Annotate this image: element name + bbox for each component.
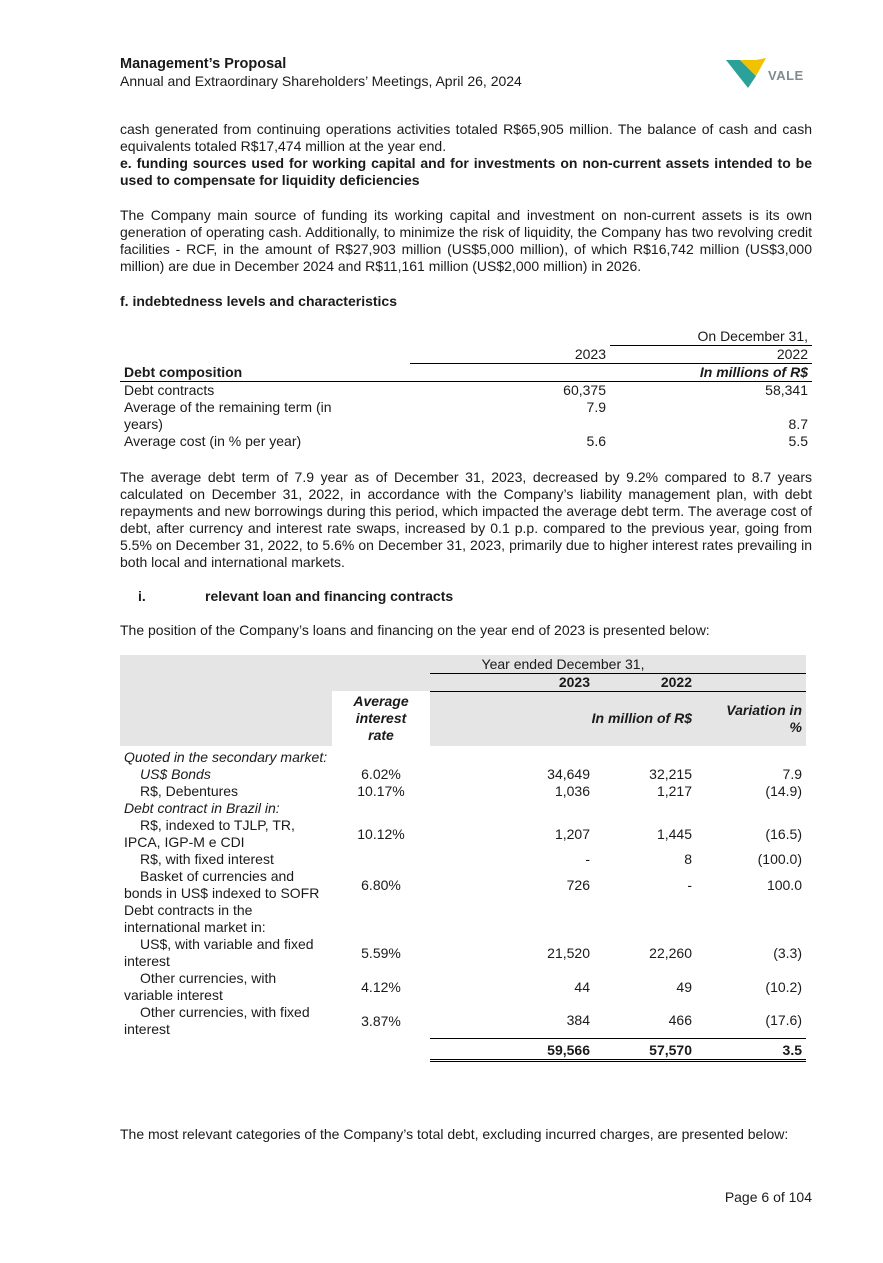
page-header — [120, 56, 820, 90]
table-row — [120, 433, 812, 450]
paragraph-funding: The Company main source of funding its working capital and investment on non-current assets is its own generation of operating cash. Additionally, to minimize the risk of liquidity, the Company has two revolving credit facilities - RCF, in the amount of R$27,903 million (US$5,000 million), of which R$16,742 million (US$3,000 million) are due in December 2024 and R$11,161 million (US$2,000 million) in 2026. — [120, 207, 812, 274]
value-2022: 49 — [676, 978, 692, 995]
row-label: Average cost (in % per year) — [124, 432, 302, 449]
section-international: Debt contracts in the international market in: — [124, 902, 266, 935]
header-year-2023: 2023 — [410, 345, 610, 363]
row-label: Other currencies, with variable interest — [124, 970, 277, 1003]
value-2022: 1,445 — [656, 825, 692, 842]
row-label: US$ Bonds — [140, 766, 211, 782]
value-2023: 5.6 — [586, 432, 606, 449]
vale-logo — [726, 54, 816, 90]
interest-rate: 10.12% — [357, 825, 405, 842]
paragraph-cash: cash generated from continuing operations activities totaled R$65,905 million. The balance of cash and cash equivalents totaled R$17,474 million at the year end. — [120, 121, 812, 154]
total-2022: 57,570 — [602, 1038, 696, 1060]
value-2023: 1,207 — [554, 825, 590, 842]
table-row — [120, 970, 806, 1004]
interest-rate: 5.59% — [361, 944, 401, 961]
value-2023: 7.9 — [586, 398, 606, 415]
row-label: Basket of currencies and bonds in US$ indexed to SOFR — [124, 868, 320, 901]
value-2023: 726 — [566, 876, 590, 893]
value-2022: 8.7 — [788, 415, 808, 432]
value-2023: 1,036 — [554, 783, 590, 799]
header-average-interest-rate: Average interest rate — [332, 691, 430, 746]
table-row — [120, 851, 806, 868]
debt-composition-header: Debt composition — [120, 363, 410, 381]
unit-label: In millions of R$ — [610, 363, 812, 381]
row-label: Other currencies, with fixed interest — [124, 1004, 310, 1037]
value-2023: 21,520 — [547, 944, 590, 961]
heading-i-number: i. — [138, 588, 146, 604]
interest-rate: 6.80% — [361, 876, 401, 893]
value-2022: 466 — [668, 1012, 692, 1029]
paragraph-debt-term: The average debt term of 7.9 year as of December 31, 2023, decreased by 9.2% compared to 8.7 years calculated on December 31, 2022, in accordance with the Company’s liability management plan, with debt repayments and new borrowings during this period, which impacted the average debt term. The average cost of debt, after currency and interest rate swaps, increased by 0.1 p.p. compared to the previous year, going from 5.5% on December 31, 2022, to 5.6% on December 31, 2023, primarily due to higher interest rates prevailing in both local and international markets. — [120, 469, 812, 570]
variation: (3.3) — [773, 944, 802, 961]
row-label: Debt contracts — [124, 381, 215, 398]
value-2023: 384 — [566, 1012, 590, 1029]
table-row — [120, 1004, 806, 1038]
section-brazil: Debt contract in Brazil in: — [124, 800, 280, 816]
value-2022: 5.5 — [788, 432, 808, 449]
value-2022: 22,260 — [649, 944, 692, 961]
table-row — [120, 868, 806, 902]
table-row — [120, 936, 806, 970]
value-2023: 44 — [574, 978, 590, 995]
heading-f: f. indebtedness levels and characteristics — [120, 293, 398, 309]
row-label: US$, with variable and fixed interest — [124, 936, 314, 969]
header-variation: Variation in % — [696, 691, 806, 746]
header-year-2023: 2023 — [430, 673, 602, 691]
value-2023: - — [585, 851, 590, 867]
value-2022: 58,341 — [765, 381, 808, 398]
interest-rate — [332, 851, 430, 868]
interest-rate: 4.12% — [361, 978, 401, 995]
value-2022: 32,215 — [649, 766, 692, 782]
header-year-2022: 2022 — [610, 345, 812, 363]
heading-e: e. funding sources used for working capital and for investments on non-current assets intended to be used to compensate for liquidity deficiencies — [120, 155, 812, 188]
table-row — [120, 783, 806, 800]
paragraph-categories: The most relevant categories of the Company’s total debt, excluding incurred charges, are presented below: — [120, 1126, 789, 1142]
value-2023: 60,375 — [563, 381, 606, 398]
interest-rate: 10.17% — [357, 783, 405, 799]
value-2022: 8 — [684, 851, 692, 867]
table-row — [120, 399, 812, 433]
heading-i: relevant loan and financing contracts — [205, 588, 454, 604]
value-2022: 1,217 — [656, 783, 692, 799]
row-label: R$, indexed to TJLP, TR, IPCA, IGP-M e CDI — [124, 817, 295, 850]
total-2023: 59,566 — [430, 1038, 602, 1060]
total-row — [120, 1038, 806, 1060]
page-number: Page 6 of 104 — [724, 1189, 812, 1205]
header-title: Management’s Proposal — [120, 56, 287, 72]
interest-rate: 6.02% — [361, 766, 401, 782]
row-label: R$, Debentures — [140, 783, 239, 799]
header-year-2022: 2022 — [602, 673, 696, 691]
header-on-december: On December 31, — [610, 327, 812, 345]
row-label: R$, with fixed interest — [140, 851, 274, 867]
vale-logo-text: VALE — [768, 68, 804, 83]
section-quoted: Quoted in the secondary market: — [124, 749, 328, 765]
interest-rate: 3.87% — [361, 1012, 401, 1029]
variation: (17.6) — [765, 1012, 802, 1029]
value-2022: - — [687, 876, 692, 893]
variation: (10.2) — [765, 978, 802, 995]
table-row — [120, 381, 812, 399]
total-variation: 3.5 — [696, 1038, 806, 1060]
loans-financing-table — [120, 655, 806, 1062]
debt-composition-table — [120, 327, 812, 450]
table-row — [120, 766, 806, 783]
variation: 100.0 — [766, 876, 802, 893]
header-year-ended: Year ended December 31, — [430, 655, 696, 673]
variation: (14.9) — [765, 783, 802, 799]
variation: (100.0) — [757, 851, 802, 867]
variation: (16.5) — [765, 825, 802, 842]
header-subtitle: Annual and Extraordinary Shareholders’ Meetings, April 26, 2024 — [120, 73, 522, 89]
table-row — [120, 817, 806, 851]
vale-logo-icon — [726, 54, 768, 88]
header-unit: In million of R$ — [430, 691, 696, 746]
paragraph-position: The position of the Company’s loans and financing on the year end of 2023 is presented below: — [120, 622, 710, 638]
value-2023: 34,649 — [547, 766, 590, 782]
row-label: Average of the remaining term (in years) — [124, 398, 332, 432]
variation: 7.9 — [782, 766, 802, 782]
